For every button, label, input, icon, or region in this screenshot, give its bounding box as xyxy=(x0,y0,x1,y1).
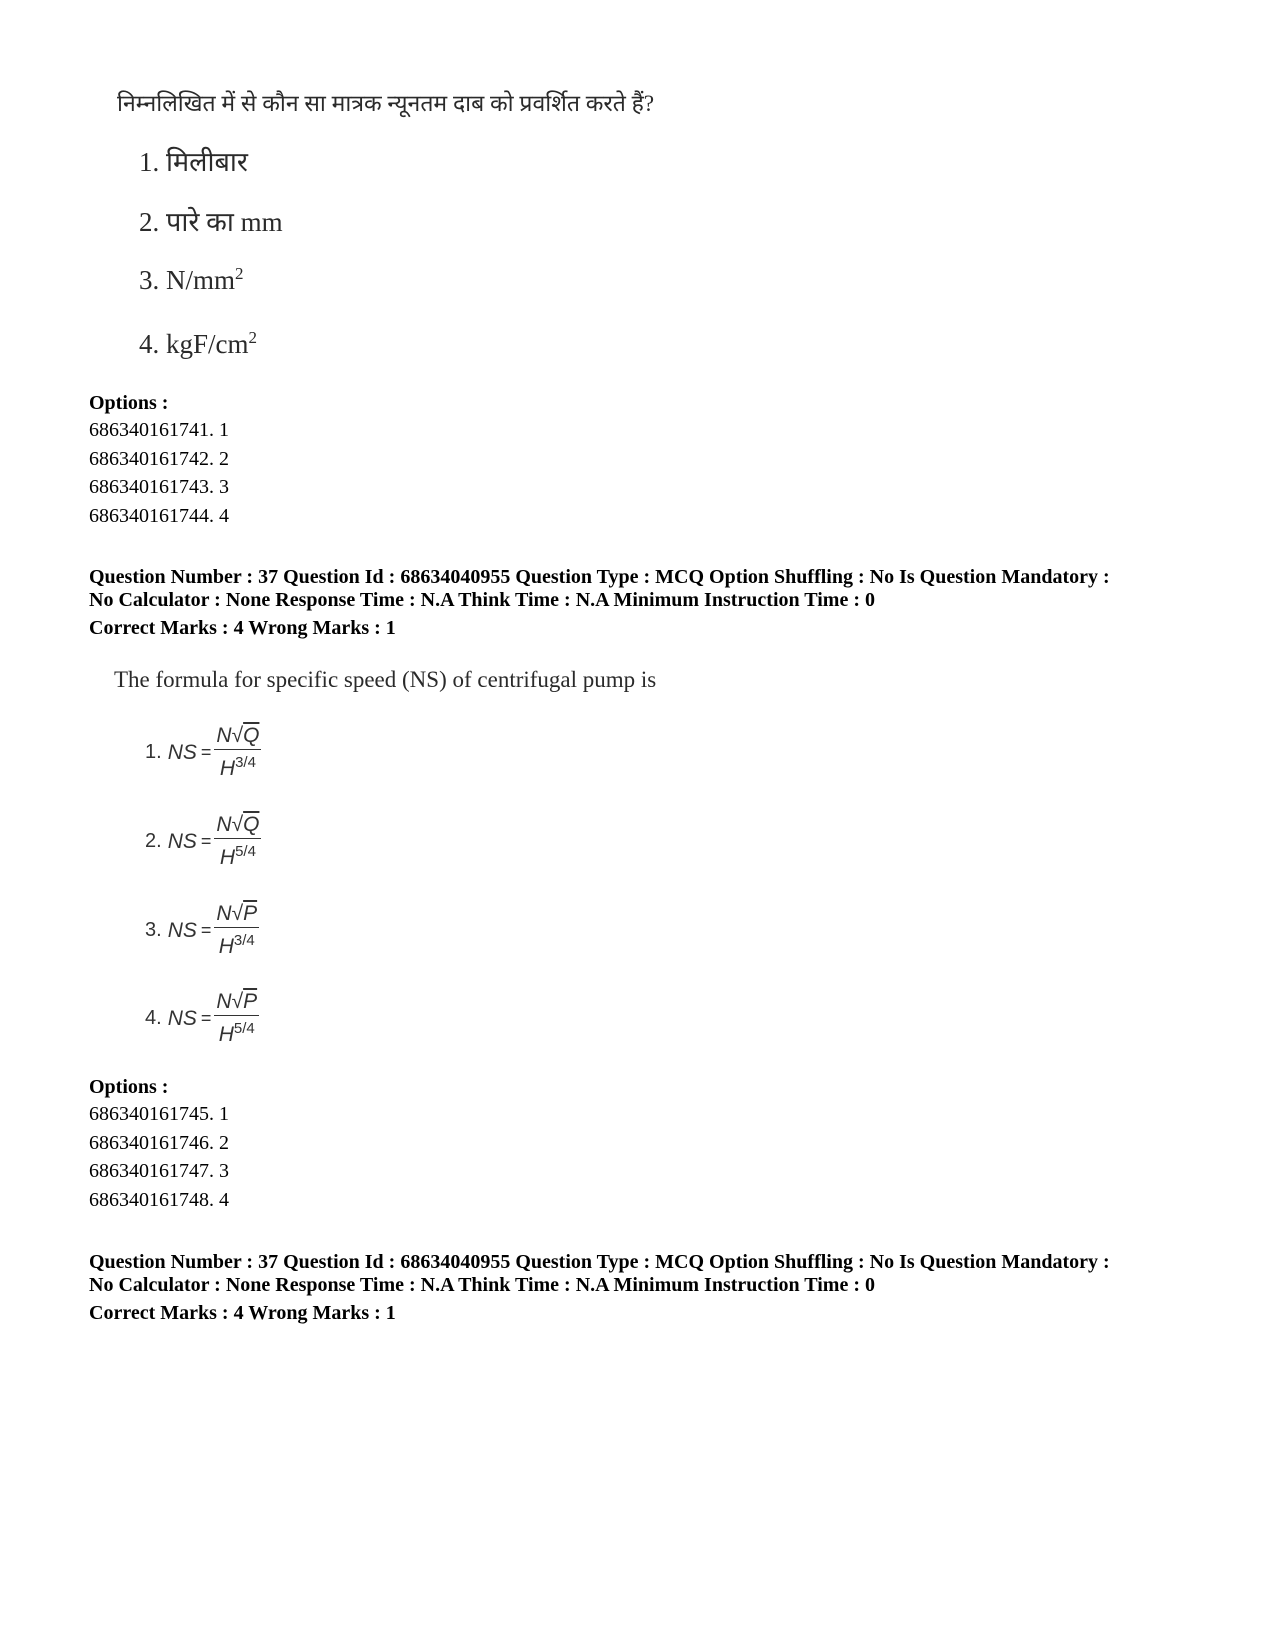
fraction-numerator: N√P xyxy=(214,990,259,1016)
formula-option-3 xyxy=(145,902,259,959)
item-text: पारे का mm xyxy=(166,207,283,237)
formula-fraction xyxy=(214,902,259,959)
item-superscript: 2 xyxy=(235,264,244,283)
formula-lhs: NS xyxy=(167,740,197,764)
marks-line: Correct Marks : 4 Wrong Marks : 1 xyxy=(89,617,396,639)
item-number: 4. xyxy=(139,329,160,359)
option-item: 686340161744. 4 xyxy=(89,504,229,527)
formula-lhs: NS xyxy=(167,918,197,942)
formula-equals: = xyxy=(200,1008,212,1028)
option-item: 686340161748. 4 xyxy=(89,1188,229,1211)
options-heading: Options : xyxy=(89,1076,169,1098)
formula-number: 1. xyxy=(145,741,162,763)
formula-number: 3. xyxy=(145,919,162,941)
option-item: 686340161743. 3 xyxy=(89,476,229,498)
options-list xyxy=(89,1100,229,1214)
formula-option-4 xyxy=(145,990,259,1047)
fraction-numerator: N√Q xyxy=(214,724,261,750)
marks-line: Correct Marks : 4 Wrong Marks : 1 xyxy=(89,1302,396,1324)
formula-equals: = xyxy=(200,831,212,851)
option-item: 686340161742. 2 xyxy=(89,447,229,470)
question-a-item-4 xyxy=(139,328,257,360)
item-text: kgF/cm xyxy=(166,329,249,359)
fraction-denominator: $H^{5/4}$ xyxy=(219,843,256,869)
formula-equals: = xyxy=(200,742,212,762)
formula-fraction xyxy=(214,990,259,1047)
item-superscript: 2 xyxy=(248,328,258,347)
formula-fraction xyxy=(214,813,261,870)
question-b-prompt: The formula for specific speed (NS) of centrifugal pump is xyxy=(114,667,657,692)
formula-option-2 xyxy=(145,813,261,870)
option-item: 686340161746. 2 xyxy=(89,1131,229,1154)
formula-equals: = xyxy=(200,920,212,940)
question-a-item-2 xyxy=(139,202,283,239)
question-meta xyxy=(89,566,1110,640)
question-meta xyxy=(89,1251,1110,1325)
question-a-item-1 xyxy=(139,142,248,179)
formula-lhs: NS xyxy=(167,829,197,853)
options-list xyxy=(89,416,229,530)
meta-line: No Calculator : None Response Time : N.A Think Time : N.A Minimum Instruction Time : 0 xyxy=(89,1274,875,1296)
options-heading: Options : xyxy=(89,392,169,414)
formula-number: 2. xyxy=(145,830,162,852)
fraction-denominator: $H^{3/4}$ xyxy=(219,754,256,780)
formula-number: 4. xyxy=(145,1007,162,1029)
formula-lhs: NS xyxy=(167,1006,197,1030)
meta-line: Question Number : 37 Question Id : 68634040955 Question Type : MCQ Option Shuffling : No Is Question Mandatory : xyxy=(89,1251,1110,1273)
formula-fraction xyxy=(214,724,261,781)
meta-line: No Calculator : None Response Time : N.A Think Time : N.A Minimum Instruction Time : 0 xyxy=(89,589,875,611)
item-number: 3. xyxy=(139,265,160,295)
fraction-denominator: $H^{3/4}$ xyxy=(218,932,255,958)
meta-line: Question Number : 37 Question Id : 68634040955 Question Type : MCQ Option Shuffling : No Is Question Mandatory : xyxy=(89,566,1110,588)
item-number: 2. xyxy=(139,207,160,237)
question-a-prompt: निम्नलिखित में से कौन सा मात्रक न्यूनतम दाब को प्रवर्शित करते हैं? xyxy=(117,91,655,116)
question-a-item-3 xyxy=(139,264,244,296)
fraction-numerator: N√Q xyxy=(214,813,261,839)
fraction-denominator: $H^{5/4}$ xyxy=(218,1020,255,1046)
option-item: 686340161745. 1 xyxy=(89,1103,229,1125)
item-text: मिलीबार xyxy=(166,147,248,177)
formula-option-1 xyxy=(145,724,261,781)
option-item: 686340161741. 1 xyxy=(89,419,229,441)
item-text: N/mm xyxy=(166,265,236,295)
item-number: 1. xyxy=(139,147,160,177)
option-item: 686340161747. 3 xyxy=(89,1160,229,1182)
fraction-numerator: N√P xyxy=(214,902,259,928)
